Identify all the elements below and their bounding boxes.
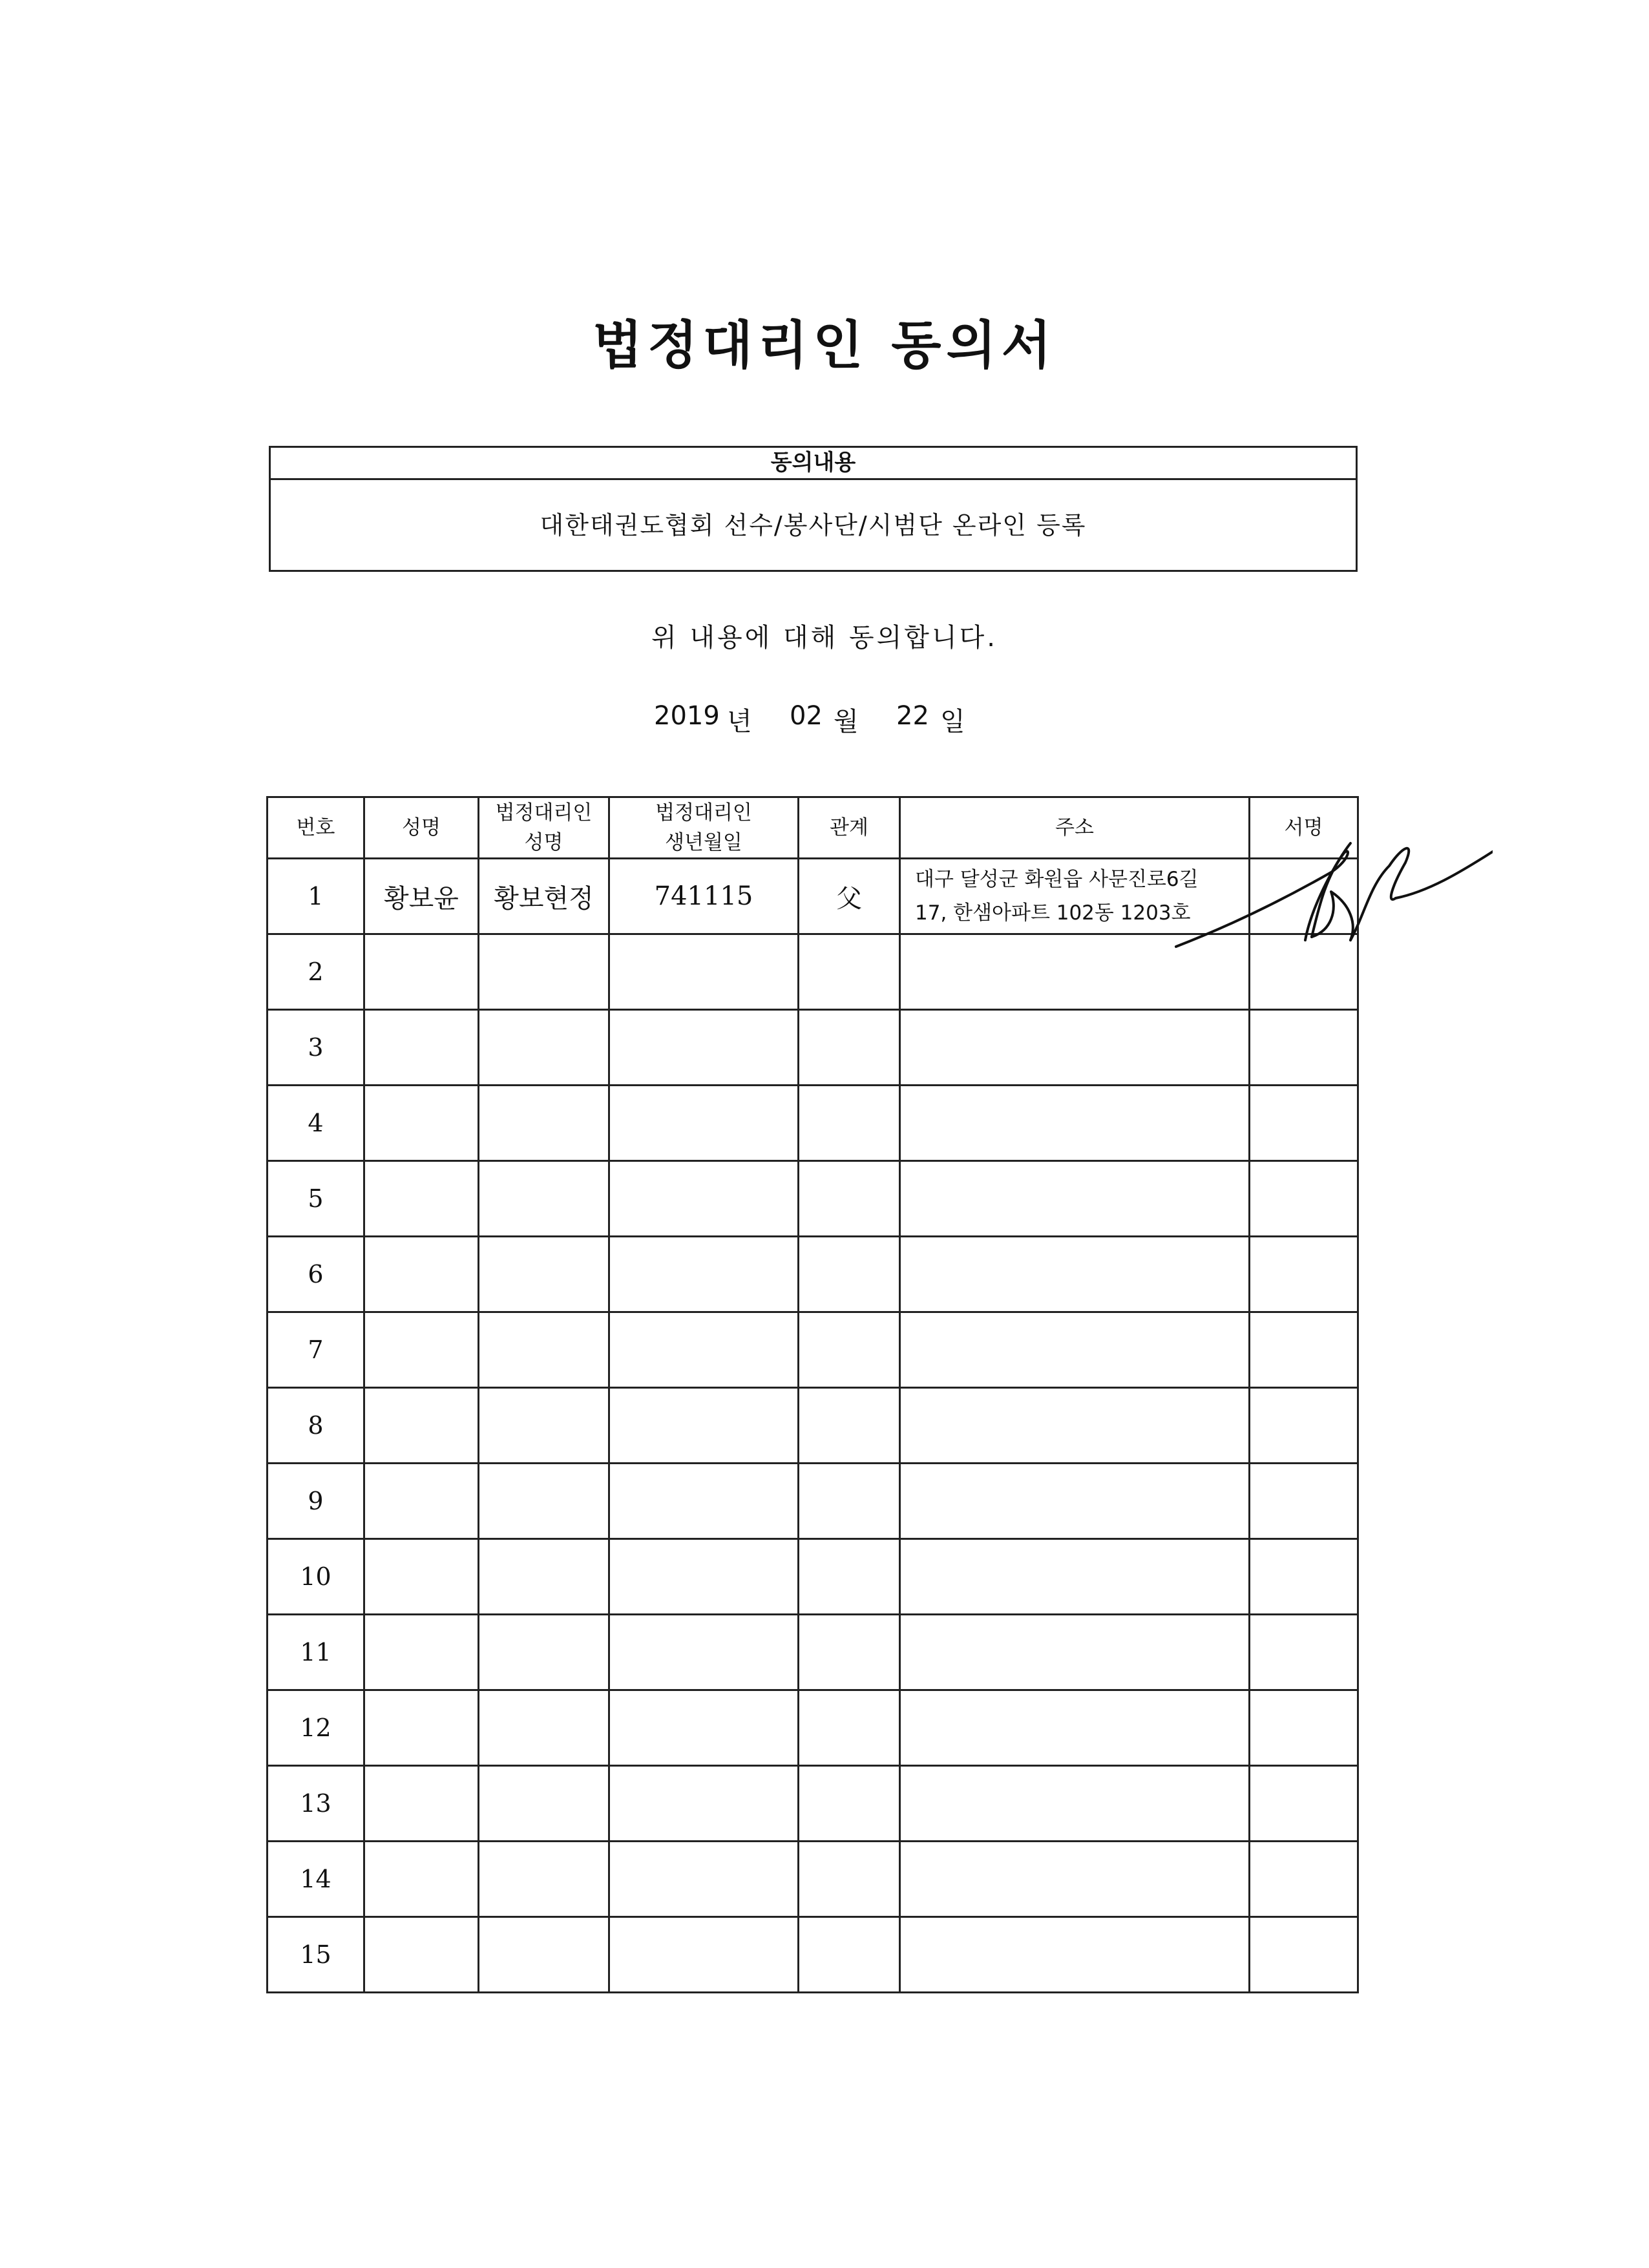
row-number: 9 [268, 1464, 364, 1539]
date-year: 2019 [654, 701, 720, 731]
row-number: 5 [268, 1161, 364, 1237]
empty-cell [479, 1842, 609, 1917]
table-row [268, 1161, 1358, 1237]
empty-cell [609, 1161, 799, 1237]
empty-cell [609, 1086, 799, 1161]
empty-cell [1250, 1690, 1358, 1766]
header-guardian-birth [609, 797, 799, 859]
empty-cell [364, 1539, 479, 1615]
empty-cell [799, 1766, 900, 1842]
empty-cell [609, 1842, 799, 1917]
row-number: 4 [268, 1086, 364, 1161]
empty-cell [479, 1086, 609, 1161]
table-row [268, 1237, 1358, 1312]
empty-cell [900, 1917, 1250, 1993]
empty-cell [900, 1312, 1250, 1388]
empty-cell [1250, 1917, 1358, 1993]
address-line2: 17, 한샘아파트 102동 1203호 [915, 901, 1191, 925]
row-number: 12 [268, 1690, 364, 1766]
empty-cell [799, 1010, 900, 1086]
empty-cell [609, 1237, 799, 1312]
row-number: 10 [268, 1539, 364, 1615]
agreement-text: 위 내용에 대해 동의합니다. [651, 623, 998, 653]
guardian-birthdate: 741115 [609, 859, 799, 934]
empty-cell [609, 1312, 799, 1388]
empty-cell [799, 1842, 900, 1917]
address-line1: 대구 달성군 화원읍 사문진로6길 [915, 868, 1199, 891]
table-row [268, 1464, 1358, 1539]
empty-cell [479, 1464, 609, 1539]
date-month-unit: 월 [834, 707, 859, 737]
consent-box [269, 446, 1358, 572]
empty-cell [609, 1464, 799, 1539]
empty-cell [609, 1615, 799, 1690]
empty-cell [479, 1312, 609, 1388]
empty-cell [609, 1010, 799, 1086]
empty-cell [900, 1690, 1250, 1766]
row-number: 2 [268, 934, 364, 1010]
empty-cell [609, 1388, 799, 1464]
empty-cell [799, 1237, 900, 1312]
empty-cell [900, 1237, 1250, 1312]
empty-cell [799, 1161, 900, 1237]
empty-cell [799, 1615, 900, 1690]
empty-cell [364, 1086, 479, 1161]
empty-cell [609, 934, 799, 1010]
row-number: 11 [268, 1615, 364, 1690]
empty-cell [479, 934, 609, 1010]
table-row [268, 1917, 1358, 1993]
empty-cell [479, 1539, 609, 1615]
student-name: 황보윤 [364, 859, 479, 934]
empty-cell [900, 1010, 1250, 1086]
empty-cell [479, 1766, 609, 1842]
table-header-row [268, 797, 1358, 859]
empty-cell [799, 1464, 900, 1539]
empty-cell [799, 1388, 900, 1464]
empty-cell [364, 1161, 479, 1237]
consent-body: 대한태권도협회 선수/봉사단/시범단 온라인 등록 [540, 511, 1087, 540]
date-year-unit: 년 [727, 707, 752, 737]
empty-cell [799, 1312, 900, 1388]
empty-cell [364, 1388, 479, 1464]
empty-cell [1250, 1312, 1358, 1388]
table-row [268, 1010, 1358, 1086]
table-row [268, 1388, 1358, 1464]
empty-cell [609, 1690, 799, 1766]
empty-cell [479, 1917, 609, 1993]
empty-cell [364, 1615, 479, 1690]
row-number: 15 [268, 1917, 364, 1993]
table-row [268, 859, 1358, 934]
table-row [268, 1539, 1358, 1615]
empty-cell [1250, 1237, 1358, 1312]
guardian-table [266, 796, 1359, 1993]
empty-cell [479, 1161, 609, 1237]
empty-cell [479, 1010, 609, 1086]
empty-cell [364, 1464, 479, 1539]
table-row [268, 1842, 1358, 1917]
header-guardian-name-line1: 법정대리인 [495, 801, 593, 824]
page-title: 법정대리인 동의서 [592, 315, 1057, 375]
empty-cell [900, 1086, 1250, 1161]
empty-cell [609, 1917, 799, 1993]
table-row [268, 934, 1358, 1010]
row-number: 7 [268, 1312, 364, 1388]
empty-cell [479, 1237, 609, 1312]
empty-cell [364, 1010, 479, 1086]
empty-cell [364, 1917, 479, 1993]
date-day: 22 [896, 701, 929, 731]
row-number: 6 [268, 1237, 364, 1312]
row-number: 3 [268, 1010, 364, 1086]
empty-cell [900, 1464, 1250, 1539]
empty-cell [900, 1539, 1250, 1615]
empty-cell [1250, 1161, 1358, 1237]
empty-cell [364, 1766, 479, 1842]
empty-cell [1250, 1086, 1358, 1161]
relation: 父 [799, 859, 900, 934]
empty-cell [364, 1842, 479, 1917]
empty-cell [799, 1086, 900, 1161]
empty-cell [1250, 1539, 1358, 1615]
empty-cell [609, 1766, 799, 1842]
empty-cell [900, 1161, 1250, 1237]
empty-cell [799, 1539, 900, 1615]
empty-cell [799, 934, 900, 1010]
date-day-unit: 일 [940, 707, 965, 737]
empty-cell [479, 1615, 609, 1690]
empty-cell [1250, 1842, 1358, 1917]
signature-cell [1250, 859, 1358, 934]
guardian-name: 황보현정 [479, 859, 609, 934]
header-guardian-name-line2: 성명 [524, 831, 563, 854]
empty-cell [900, 1388, 1250, 1464]
empty-cell [1250, 1010, 1358, 1086]
empty-rows [268, 934, 1358, 1993]
table-row [268, 1690, 1358, 1766]
header-guardian-birth-line1: 법정대리인 [655, 801, 752, 824]
empty-cell [1250, 1615, 1358, 1690]
empty-cell [900, 1615, 1250, 1690]
empty-cell [799, 1917, 900, 1993]
table-row [268, 1615, 1358, 1690]
empty-cell [364, 934, 479, 1010]
empty-cell [479, 1690, 609, 1766]
row-number: 14 [268, 1842, 364, 1917]
empty-cell [1250, 1766, 1358, 1842]
date-line [0, 701, 1649, 740]
empty-cell [799, 1690, 900, 1766]
empty-cell [479, 1388, 609, 1464]
empty-cell [1250, 1464, 1358, 1539]
empty-cell [364, 1690, 479, 1766]
empty-cell [609, 1539, 799, 1615]
header-name: 성명 [364, 797, 479, 859]
row-number: 8 [268, 1388, 364, 1464]
empty-cell [1250, 934, 1358, 1010]
header-relation: 관계 [799, 797, 900, 859]
date-month: 02 [790, 701, 823, 731]
row-number: 1 [268, 859, 364, 934]
header-address: 주소 [900, 797, 1250, 859]
empty-cell [900, 1766, 1250, 1842]
header-guardian-name [479, 797, 609, 859]
table-row [268, 1086, 1358, 1161]
address [900, 859, 1250, 934]
empty-cell [364, 1312, 479, 1388]
empty-cell [900, 1842, 1250, 1917]
header-guardian-birth-line2: 생년월일 [665, 831, 742, 854]
consent-header: 동의내용 [271, 448, 1356, 480]
empty-cell [364, 1237, 479, 1312]
header-signature: 서명 [1250, 797, 1358, 859]
header-no: 번호 [268, 797, 364, 859]
row-number: 13 [268, 1766, 364, 1842]
empty-cell [900, 934, 1250, 1010]
table-row [268, 1766, 1358, 1842]
empty-cell [1250, 1388, 1358, 1464]
table-row [268, 1312, 1358, 1388]
